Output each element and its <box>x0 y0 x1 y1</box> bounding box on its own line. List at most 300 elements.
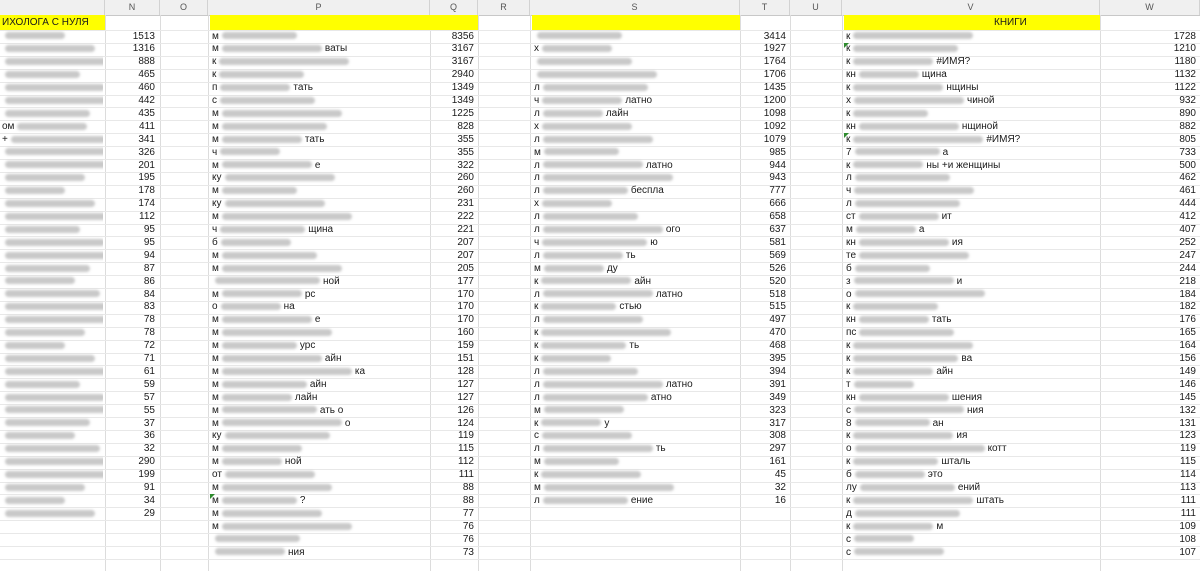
redacted-text <box>855 445 985 452</box>
cell-text-prefix: д <box>846 507 852 519</box>
column-header-row <box>0 0 1200 16</box>
cell-value[interactable]: 87 <box>143 262 155 274</box>
redacted-text <box>5 277 75 284</box>
cell-text-prefix: м <box>212 327 219 339</box>
redacted-text <box>859 239 949 246</box>
cell-value[interactable]: 182 <box>1179 301 1196 313</box>
cell-value[interactable]: 76 <box>462 533 474 545</box>
cell-value[interactable]: 165 <box>1179 327 1196 339</box>
cell-value[interactable]: 435 <box>138 107 155 119</box>
cell-value[interactable]: 1706 <box>763 69 786 81</box>
redacted-text <box>853 84 943 91</box>
cell-value[interactable]: 637 <box>769 224 786 235</box>
cell-value[interactable]: 394 <box>769 365 786 377</box>
cell-text-prefix: ч <box>534 95 540 106</box>
redacted-text <box>544 484 674 491</box>
cell-text-prefix: л <box>846 198 852 210</box>
cell-text-prefix: л <box>534 314 540 326</box>
column-header-v[interactable]: V <box>842 0 1100 15</box>
column-header-o[interactable]: O <box>160 0 208 15</box>
cell-value[interactable]: 890 <box>1179 107 1196 119</box>
column-header-n[interactable]: N <box>105 0 160 15</box>
redacted-text <box>853 161 923 168</box>
cell-text-prefix: л <box>534 211 540 223</box>
redacted-text <box>543 136 653 143</box>
cell-text-prefix: кн <box>846 236 856 248</box>
cell-text-prefix: с <box>534 430 539 442</box>
cell-value[interactable]: 317 <box>769 417 786 429</box>
redacted-text <box>5 329 85 336</box>
redacted-text <box>5 355 95 362</box>
column-gridline <box>478 15 479 571</box>
cell-value[interactable]: 61 <box>143 365 155 377</box>
redacted-text <box>537 32 622 39</box>
cell-value[interactable]: 184 <box>1179 288 1196 300</box>
cell-text-prefix: те <box>846 249 857 261</box>
redacted-text <box>222 136 302 143</box>
cell-value[interactable]: 465 <box>138 69 155 81</box>
cell-value[interactable]: 411 <box>139 120 155 132</box>
cell-value[interactable]: 88 <box>462 482 474 493</box>
cell-value[interactable]: 1728 <box>1173 30 1196 42</box>
redacted-text <box>541 419 601 426</box>
cell-text-prefix: л <box>534 378 540 390</box>
redacted-text <box>5 71 80 78</box>
cell-value[interactable]: 290 <box>138 456 155 468</box>
cell-value[interactable]: 244 <box>1179 262 1196 274</box>
cell-value[interactable]: 113 <box>1180 482 1196 493</box>
cell-value[interactable]: 83 <box>143 301 155 313</box>
cell-value[interactable]: 391 <box>769 378 786 390</box>
cell-value[interactable]: 174 <box>138 198 155 210</box>
cell-value[interactable]: 218 <box>1179 275 1196 287</box>
cell-text-prefix: м <box>212 43 219 55</box>
redacted-text <box>853 432 953 439</box>
cell-value[interactable]: 161 <box>769 456 786 468</box>
cell-text-suffix: это <box>927 469 943 481</box>
cell-text-prefix: ку <box>212 198 222 210</box>
cell-text-prefix: 7 <box>846 146 852 158</box>
cell-text-prefix: от <box>212 469 222 481</box>
cell-value[interactable]: 341 <box>138 133 155 145</box>
cell-value[interactable]: 470 <box>769 327 786 339</box>
cell-value[interactable]: 112 <box>458 456 474 468</box>
cell-value[interactable]: 322 <box>457 159 474 171</box>
cell-value[interactable]: 107 <box>1179 546 1196 558</box>
cell-text-suffix: ать о <box>319 404 344 416</box>
cell-value[interactable]: 2940 <box>451 69 474 81</box>
cell-text[interactable] <box>2 506 103 522</box>
column-header-s[interactable]: S <box>530 0 740 15</box>
cell-value[interactable]: 195 <box>138 172 155 184</box>
cell-value[interactable]: 395 <box>769 353 786 364</box>
cell-value[interactable]: 1225 <box>451 107 474 119</box>
cell-value[interactable]: 355 <box>457 133 474 145</box>
cell-text-prefix: лу <box>846 482 857 493</box>
cell-text-prefix: с <box>846 546 851 558</box>
cell-value[interactable]: 888 <box>138 56 155 68</box>
redacted-text <box>542 432 632 439</box>
cell-text-prefix: ку <box>212 172 222 184</box>
cell-value[interactable]: 355 <box>457 146 474 158</box>
cell-value[interactable]: 119 <box>458 430 474 442</box>
cell-value[interactable]: 207 <box>457 236 474 248</box>
redacted-text <box>541 329 671 336</box>
redacted-text <box>854 406 964 413</box>
redacted-text <box>5 419 90 426</box>
cell-value[interactable]: 132 <box>1179 404 1196 416</box>
cell-value[interactable]: 145 <box>1179 391 1196 403</box>
redacted-text <box>5 316 103 323</box>
cell-value[interactable]: 77 <box>462 507 474 519</box>
cell-value[interactable]: 1132 <box>1174 69 1196 81</box>
redacted-text <box>541 355 611 362</box>
cell-value[interactable]: 109 <box>1179 520 1196 532</box>
redacted-text <box>859 329 954 336</box>
cell-text-suffix: латно <box>655 288 683 300</box>
redacted-text <box>222 445 302 452</box>
cell-value[interactable]: 57 <box>143 391 155 403</box>
redacted-text <box>215 548 285 555</box>
cell-value[interactable]: 178 <box>138 185 155 197</box>
cell-value[interactable]: 497 <box>769 314 786 326</box>
cell-value[interactable]: 1349 <box>451 95 474 106</box>
redacted-text <box>541 277 631 284</box>
cell-value[interactable]: 260 <box>457 185 474 197</box>
cell-value[interactable]: 95 <box>143 236 155 248</box>
cell-value[interactable]: 205 <box>457 262 474 274</box>
cell-text-prefix: с <box>846 533 851 545</box>
cell-value[interactable]: 1180 <box>1174 56 1196 68</box>
redacted-text <box>853 45 958 52</box>
cell-value[interactable]: 84 <box>143 288 155 300</box>
redacted-text <box>5 239 103 246</box>
cell-value[interactable]: 55 <box>143 404 155 416</box>
cell-text-prefix: м <box>212 378 219 390</box>
cell-value[interactable]: 3414 <box>763 30 786 42</box>
cell-value[interactable]: 72 <box>143 340 155 352</box>
cell-text-suffix: штать <box>976 494 1004 506</box>
cell-value[interactable]: 349 <box>769 391 786 403</box>
cell-value[interactable]: 569 <box>769 249 786 261</box>
cell-value[interactable]: 733 <box>1179 146 1196 158</box>
cell-value[interactable]: 156 <box>1179 353 1196 364</box>
cell-value[interactable]: 91 <box>143 482 155 493</box>
cell-value[interactable]: 131 <box>1179 417 1196 429</box>
cell-value[interactable]: 114 <box>1180 469 1196 481</box>
cell-value[interactable]: 1316 <box>132 43 155 55</box>
cell-value[interactable]: 3167 <box>451 43 474 55</box>
cell-value[interactable]: 8356 <box>451 30 474 42</box>
cell-value[interactable]: 1122 <box>1174 82 1196 94</box>
cell-value[interactable]: 581 <box>769 236 786 248</box>
redacted-text <box>543 497 628 504</box>
cell-value[interactable]: 36 <box>143 430 155 442</box>
cell-value[interactable]: 777 <box>769 185 786 197</box>
cell-text-prefix: м <box>212 482 219 493</box>
cell-value[interactable]: 78 <box>143 327 155 339</box>
cell-value[interactable]: 231 <box>457 198 474 210</box>
redacted-text <box>5 110 90 117</box>
column-header-r[interactable]: R <box>478 0 530 15</box>
cell-value[interactable]: 1200 <box>763 95 786 106</box>
cell-text-prefix: к <box>846 340 851 352</box>
cell-text-suffix: ния <box>967 404 984 416</box>
cell-text-suffix: ого <box>665 224 681 235</box>
redacted-text <box>5 303 103 310</box>
cell-value[interactable]: 59 <box>143 378 155 390</box>
cell-value[interactable]: 146 <box>1179 378 1196 390</box>
cell-value[interactable]: 323 <box>769 404 786 416</box>
cell-text-suffix: а <box>942 146 949 158</box>
cell-value[interactable]: 985 <box>769 146 786 158</box>
cell-value[interactable]: 943 <box>769 172 786 184</box>
cell-value[interactable]: 520 <box>769 275 786 287</box>
cell-value[interactable]: 247 <box>1179 249 1196 261</box>
cell-text-prefix: к <box>534 275 539 287</box>
cell-value[interactable]: 444 <box>1179 198 1196 210</box>
cell-text-prefix: л <box>534 82 540 94</box>
cell-value[interactable]: 882 <box>1179 120 1196 132</box>
cell-text[interactable] <box>212 545 428 561</box>
cell-text-prefix: м <box>212 159 219 171</box>
cell-text-prefix: х <box>534 120 539 132</box>
redacted-text <box>5 484 85 491</box>
cell-value[interactable]: 462 <box>1179 172 1196 184</box>
cell-value[interactable]: 526 <box>769 262 786 274</box>
redacted-text <box>219 71 304 78</box>
cell-value[interactable]: 170 <box>457 288 474 300</box>
cell-value[interactable]: 151 <box>457 353 474 364</box>
cell-value[interactable]: 932 <box>1179 95 1196 106</box>
cell-value[interactable]: 127 <box>457 378 474 390</box>
cell-value[interactable]: 518 <box>769 288 786 300</box>
cell-value[interactable]: 944 <box>769 159 786 171</box>
cell-text-prefix: л <box>534 185 540 197</box>
cell-value[interactable]: 412 <box>1179 211 1196 223</box>
cell-value[interactable]: 164 <box>1179 340 1196 352</box>
redacted-text <box>543 252 623 259</box>
cell-value[interactable]: 326 <box>138 146 155 158</box>
cell-value[interactable]: 111 <box>458 469 474 481</box>
cell-value[interactable]: 176 <box>1179 314 1196 326</box>
cell-text-suffix: ть <box>629 340 640 352</box>
cell-text-prefix: к <box>846 301 851 313</box>
cell-text-prefix: л <box>534 288 540 300</box>
redacted-text <box>853 458 938 465</box>
cell-text-suffix: ений <box>957 482 981 493</box>
redacted-text <box>541 342 626 349</box>
cell-text-prefix: к <box>846 107 851 119</box>
redacted-text <box>5 265 90 272</box>
cell-value[interactable]: 3167 <box>451 56 474 68</box>
column-header-u[interactable]: U <box>790 0 842 15</box>
cell-text-suffix: ть <box>655 443 666 455</box>
cell-text-prefix: к <box>534 417 539 429</box>
cell-value[interactable]: 461 <box>1179 185 1196 197</box>
cell-text-prefix: о <box>846 443 852 455</box>
redacted-text <box>225 174 335 181</box>
cell-text-prefix: пс <box>846 327 857 339</box>
cell-value[interactable]: 127 <box>457 391 474 403</box>
cell-value[interactable]: 1513 <box>132 30 155 42</box>
redacted-text <box>220 97 315 104</box>
cell-text-prefix: м <box>212 314 219 326</box>
redacted-text <box>222 252 317 259</box>
cell-value[interactable]: 1210 <box>1173 43 1196 55</box>
cell-value[interactable]: 207 <box>457 249 474 261</box>
cell-value[interactable]: 170 <box>457 301 474 313</box>
cell-text-prefix: м <box>212 107 219 119</box>
column-header-m[interactable] <box>0 0 105 15</box>
cell-value[interactable]: 73 <box>462 546 474 558</box>
cell-text-suffix: айн <box>309 378 327 390</box>
cell-value[interactable]: 29 <box>143 507 155 519</box>
cell-value[interactable]: 201 <box>138 159 155 171</box>
redacted-text <box>5 252 103 259</box>
cell-text-prefix: к <box>534 301 539 313</box>
cell-value[interactable]: 16 <box>774 494 786 506</box>
cell-value[interactable]: 32 <box>143 443 155 455</box>
cell-text-suffix: о <box>344 417 351 429</box>
redacted-text <box>542 97 622 104</box>
cell-value[interactable]: 94 <box>143 249 155 261</box>
cell-value[interactable]: 159 <box>457 340 474 352</box>
cell-text-suffix: е <box>314 159 321 171</box>
redacted-text <box>854 277 954 284</box>
redacted-text <box>5 394 103 401</box>
cell-value[interactable]: 170 <box>457 314 474 326</box>
cell-value[interactable]: 34 <box>143 494 155 506</box>
cell-value[interactable]: 442 <box>138 95 155 106</box>
cell-value[interactable]: 297 <box>769 443 786 455</box>
column-header-p[interactable]: P <box>208 0 430 15</box>
redacted-text <box>5 471 103 478</box>
redacted-text <box>543 381 663 388</box>
cell-value[interactable]: 37 <box>143 417 155 429</box>
cell-value[interactable]: 407 <box>1179 224 1196 235</box>
cell-value[interactable]: 460 <box>138 82 155 94</box>
cell-value[interactable]: 260 <box>457 172 474 184</box>
cell-value[interactable]: 658 <box>769 211 786 223</box>
redacted-text <box>222 523 352 530</box>
cell-value[interactable]: 1092 <box>763 120 786 132</box>
cell-value[interactable]: 1927 <box>763 43 786 55</box>
redacted-text <box>543 84 648 91</box>
cell-value[interactable]: 222 <box>457 211 474 223</box>
cell-text-prefix: к <box>212 69 217 81</box>
cell-value[interactable]: 95 <box>143 224 155 235</box>
column-header-t[interactable]: T <box>740 0 790 15</box>
cell-value[interactable]: 86 <box>143 275 155 287</box>
cell-text-prefix: л <box>534 133 540 145</box>
cell-value[interactable]: 308 <box>769 430 786 442</box>
cell-value[interactable]: 126 <box>457 404 474 416</box>
redacted-text <box>853 523 933 530</box>
cell-value[interactable]: 1098 <box>763 107 786 119</box>
cell-text-suffix: тать <box>304 133 325 145</box>
cell-value[interactable]: 1079 <box>763 133 786 145</box>
cell-text-suffix: айн <box>936 365 954 377</box>
redacted-text <box>541 303 616 310</box>
cell-value[interactable]: 124 <box>457 417 474 429</box>
cell-value[interactable]: 76 <box>462 520 474 532</box>
redacted-text <box>220 226 305 233</box>
redacted-text <box>5 406 103 413</box>
column-header-w[interactable]: W <box>1100 0 1200 15</box>
cell-text-prefix: к <box>846 430 851 442</box>
cell-value[interactable]: 500 <box>1179 159 1196 171</box>
cell-value[interactable]: 111 <box>1180 494 1196 506</box>
cell-value[interactable]: 805 <box>1179 133 1196 145</box>
cell-value[interactable]: 115 <box>458 443 474 455</box>
redacted-text <box>225 432 330 439</box>
cell-value[interactable]: 160 <box>457 327 474 339</box>
redacted-text <box>853 355 958 362</box>
cell-value[interactable]: 221 <box>457 224 474 235</box>
cell-value[interactable]: 666 <box>769 198 786 210</box>
cell-value[interactable]: 115 <box>1180 456 1196 468</box>
redacted-text <box>5 445 100 452</box>
cell-value[interactable]: 88 <box>462 494 474 506</box>
cell-value[interactable]: 123 <box>1179 430 1196 442</box>
column-header-q[interactable]: Q <box>430 0 478 15</box>
cell-text-prefix: к <box>846 30 851 42</box>
cell-value[interactable]: 78 <box>143 314 155 326</box>
cell-value[interactable]: 1349 <box>451 82 474 94</box>
redacted-text <box>11 136 103 143</box>
cell-value[interactable]: 111 <box>1180 507 1196 519</box>
redacted-text <box>222 419 342 426</box>
cell-value[interactable]: 119 <box>1180 443 1196 455</box>
cell-value[interactable]: 1435 <box>763 82 786 94</box>
redacted-text <box>543 316 643 323</box>
cell-text-suffix: ва <box>961 353 973 364</box>
redacted-text <box>853 303 938 310</box>
cell-value[interactable]: 71 <box>143 353 155 364</box>
cell-text-suffix: ит <box>941 211 952 223</box>
cell-value[interactable]: 112 <box>139 211 155 223</box>
cell-value[interactable]: 128 <box>457 365 474 377</box>
cell-value[interactable]: 32 <box>774 482 786 493</box>
cell-text-suffix: котт <box>987 443 1007 455</box>
cell-value[interactable]: 252 <box>1179 236 1196 248</box>
cell-text-prefix: ст <box>846 211 856 223</box>
cell-value[interactable]: 1764 <box>763 56 786 68</box>
cell-value[interactable]: 177 <box>457 275 474 287</box>
cell-value[interactable]: 468 <box>769 340 786 352</box>
cell-text[interactable] <box>846 545 1098 561</box>
cell-text-prefix: м <box>534 262 541 274</box>
cell-value[interactable]: 149 <box>1179 365 1196 377</box>
cell-text-prefix: м <box>212 417 219 429</box>
cell-value[interactable]: 45 <box>774 469 786 481</box>
redacted-text <box>222 110 342 117</box>
redacted-text <box>856 226 916 233</box>
cell-value[interactable]: 199 <box>138 469 155 481</box>
redacted-text <box>543 213 638 220</box>
cell-text-prefix: к <box>846 353 851 364</box>
cell-text[interactable] <box>534 493 735 509</box>
cell-text-prefix: кн <box>846 120 856 132</box>
cell-value[interactable]: 828 <box>457 120 474 132</box>
cell-value[interactable]: 515 <box>769 301 786 313</box>
redacted-text <box>853 497 973 504</box>
cell-text-suffix: а <box>918 224 925 235</box>
cell-value[interactable]: 108 <box>1179 533 1196 545</box>
redacted-text <box>853 58 933 65</box>
redacted-text <box>222 187 297 194</box>
